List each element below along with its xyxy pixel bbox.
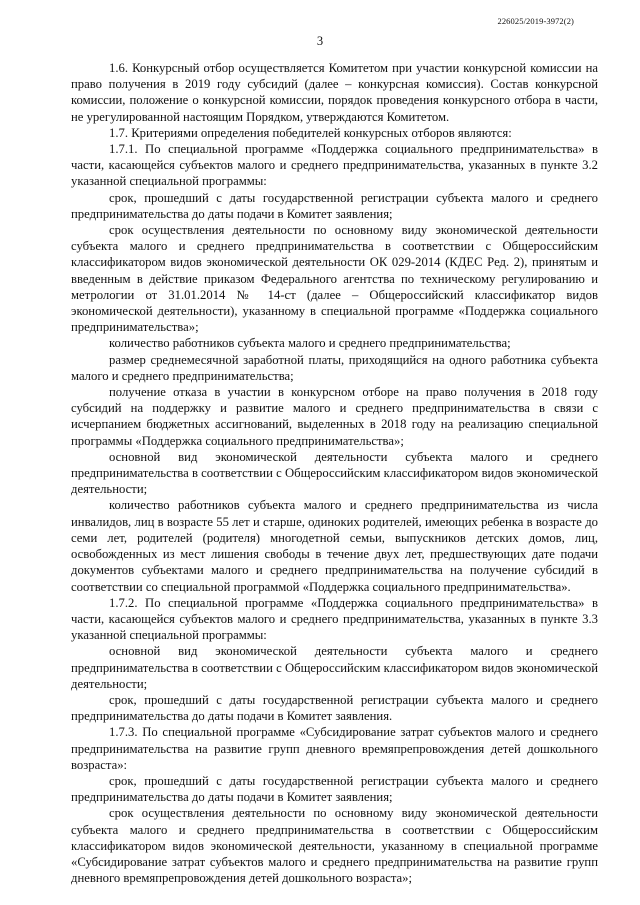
page-number: 3 (316, 34, 324, 48)
criterion-prior-refusal: получение отказа в участии в конкурсном отборе на право получения в 2018 году субсидий на поддержку и развитие малого и среднего предпринимательства в связи с исчерпанием бюджетных ассигнований, выделенных в 2018 году на реализацию специальной программы «Поддержка социального предпринимательства»; (71, 385, 598, 448)
criterion-employee-count: количество работников субъекта малого и среднего предпринимательства; (109, 336, 511, 351)
paragraph-1-6: 1.6. Конкурсный отбор осуществляется Комитетом при участии конкурсной комиссии на право получения в 2019 году субсидий (далее – конкурсная комиссия). Состав конкурсной комиссии, положение о конкурсной комиссии, порядок проведения конкурсного отбора в части, не урегулированной настоящим Порядком, утверждаются Комитетом. (71, 61, 598, 124)
criterion-vulnerable-employees: количество работников субъекта малого и среднего предпринимательства из числа инвалидов, лиц в возрасте 55 лет и старше, одиноких родителей, имеющих ребенка в возрасте до семи лет, родителей (родителя) многодетной семьи, выпускников детских домов, лиц, освобожденных из мест лишения свободы в течение двух лет, предшествующих дате подачи документов субъектами малого и среднего предпринимательства на получение субсидий в соответствии со специальной программой «Поддержка социального предпринимательства». (71, 498, 598, 594)
criterion-registration-term-2: срок, прошедший с даты государственной регистрации субъекта малого и среднего предпринимательства до даты подачи в Комитет заявления. (71, 692, 598, 724)
paragraph-1-7-2: 1.7.2. По специальной программе «Поддержка социального предпринимательства» в части, касающейся субъектов малого и среднего предпринимательства, указанных в пункте 3.3 указанной специальной программы: (71, 595, 598, 643)
paragraph-1-7-1: 1.7.1. По специальной программе «Поддержка социального предпринимательства» в части, касающейся субъектов малого и среднего предпринимательства, указанных в пункте 3.2 указанной специальной программы: (71, 142, 598, 189)
criterion-main-activity: основной вид экономической деятельности субъекта малого и среднего предпринимательства в соответствии с Общероссийским классификатором видов экономической деятельности; (71, 449, 598, 497)
paragraph-1-7-3: 1.7.3. По специальной программе «Субсидирование затрат субъектов малого и среднего предпринимательства на развитие групп дневного времяпрепровождения детей дошкольного возраста»: (71, 725, 598, 772)
criterion-average-salary: размер среднемесячной заработной платы, приходящийся на одного работника субъекта малого и среднего предпринимательства; (71, 352, 598, 383)
criterion-registration-term-3: срок, прошедший с даты государственной регистрации субъекта малого и среднего предпринимательства до даты подачи в Комитет заявления; (71, 773, 598, 805)
criterion-registration-term: срок, прошедший с даты государственной регистрации субъекта малого и среднего предпринимательства до даты подачи в Комитет заявления; (71, 190, 598, 221)
document-body (71, 60, 598, 886)
paragraph-1-7: 1.7. Критериями определения победителей конкурсных отборов являются: (109, 125, 512, 140)
criterion-activity-term: срок осуществления деятельности по основному виду экономической деятельности субъекта малого и среднего предпринимательства в соответствии с Общероссийским классификатором видов экономической деятельности ОК 029-2014 (КДЕС Ред. 2), принятым и введенным в действие приказом Федерального агентства по техническому регулированию и метрологии от 31.01.2014 № 14-ст (далее – Общероссийский классификатор видов экономической деятельности), указанному в специальной программе «Поддержка социального предпринимательства»; (71, 223, 598, 335)
document-registration-number: 226025/2019-3972(2) (497, 16, 574, 26)
criterion-main-activity-2: основной вид экономической деятельности субъекта малого и среднего предпринимательства в соответствии с Общероссийским классификатором видов экономической деятельности; (71, 644, 598, 691)
criterion-activity-term-3: срок осуществления деятельности по основному виду экономической деятельности субъекта малого и среднего предпринимательства в соответствии с Общероссийским классификатором видов экономической деятельности, указанному в специальной программе «Субсидирование затрат субъектов малого и среднего предпринимательства на развитие групп дневного времяпрепровождения детей дошкольного возраста»; (71, 806, 598, 886)
